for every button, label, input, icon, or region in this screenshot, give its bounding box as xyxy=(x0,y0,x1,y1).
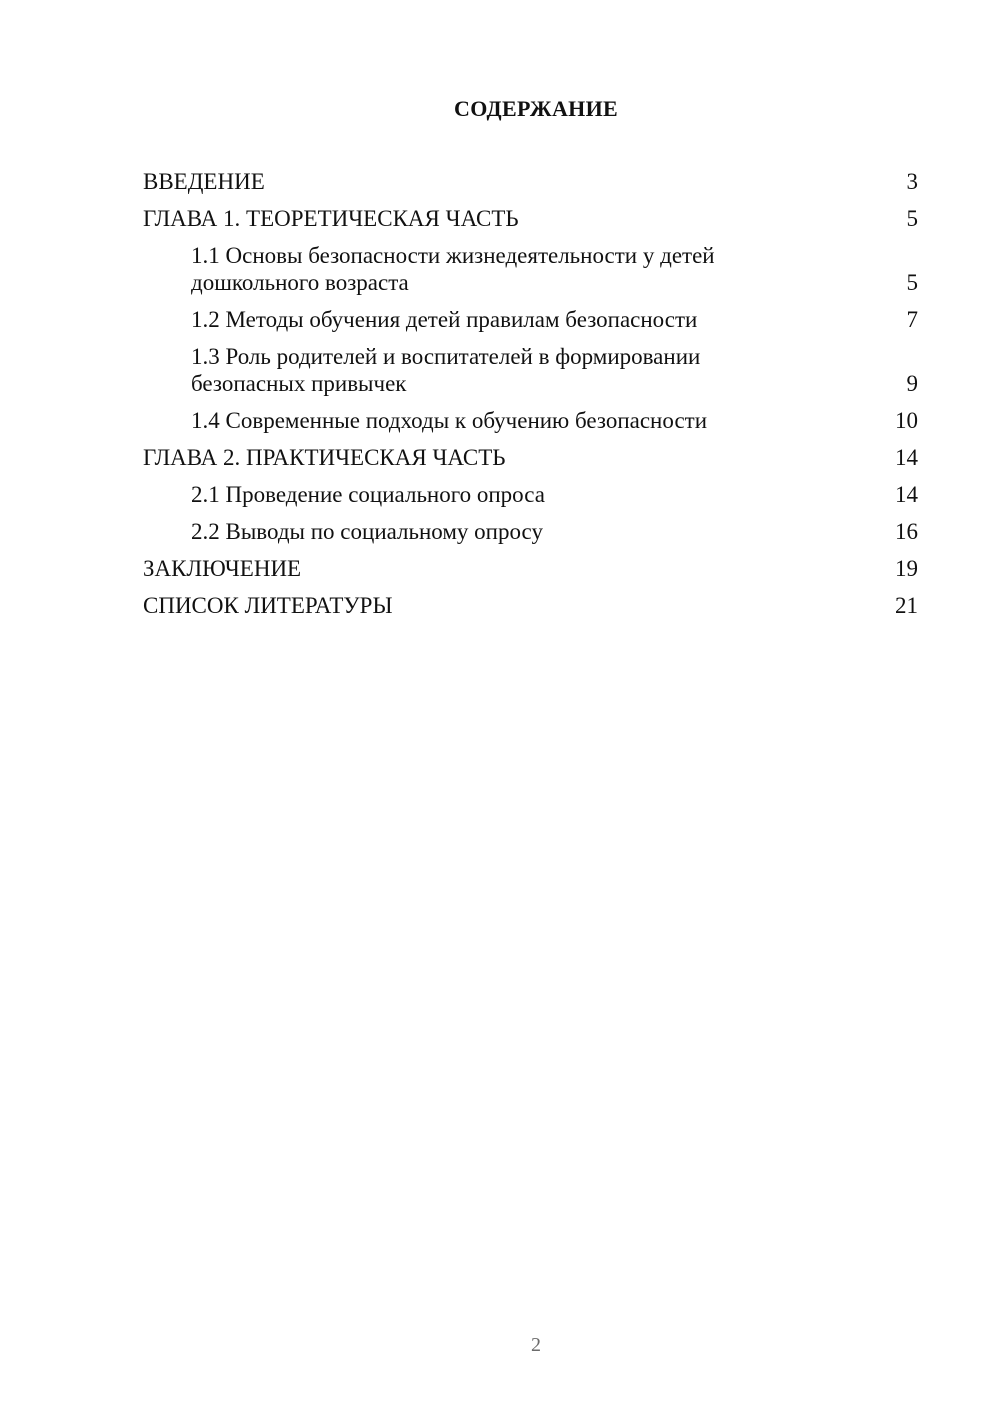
toc-entry-page: 14 xyxy=(895,482,918,507)
toc-entry-text: СПИСОК ЛИТЕРАТУРЫ xyxy=(143,593,393,618)
toc-entry-conclusion[interactable] xyxy=(143,555,918,582)
page-number: 2 xyxy=(531,1334,541,1356)
toc-entry-section-1-4[interactable] xyxy=(143,407,918,434)
toc-entry-section-1-3[interactable] xyxy=(143,343,918,397)
toc-entry-text: 1.1 Основы безопасности жизнедеятельности у детей дошкольного возраста xyxy=(191,243,715,295)
toc-entry-chapter-1[interactable] xyxy=(143,205,918,232)
toc-title: СОДЕРЖАНИЕ xyxy=(454,96,618,121)
toc-entry-text: 2.2 Выводы по социальному опросу xyxy=(191,519,543,544)
toc-entry-section-2-1[interactable] xyxy=(143,481,918,508)
toc-entry-chapter-2[interactable] xyxy=(143,444,918,471)
toc-entry-text: 1.3 Роль родителей и воспитателей в формировании безопасных привычек xyxy=(191,344,701,396)
toc-entry-text: ГЛАВА 2. ПРАКТИЧЕСКАЯ ЧАСТЬ xyxy=(143,445,506,470)
toc-entry-page: 19 xyxy=(895,556,918,581)
toc-entry-text: ВВЕДЕНИЕ xyxy=(143,169,265,194)
toc-entry-page: 5 xyxy=(906,206,918,231)
toc-entry-page: 16 xyxy=(895,519,918,544)
toc-entry-page: 21 xyxy=(895,593,918,618)
toc-entry-page: 5 xyxy=(906,270,918,295)
toc-entry-page: 3 xyxy=(906,169,918,194)
toc-entry-page: 9 xyxy=(906,371,918,396)
toc-entry-section-1-2[interactable] xyxy=(143,306,918,333)
toc-entry-text: 1.2 Методы обучения детей правилам безопасности xyxy=(191,307,698,332)
toc-entry-text: 2.1 Проведение социального опроса xyxy=(191,482,545,507)
toc-entry-introduction[interactable] xyxy=(143,168,918,195)
toc-entry-page: 14 xyxy=(895,445,918,470)
toc-entry-section-1-1[interactable] xyxy=(143,242,918,296)
toc-entry-text: ЗАКЛЮЧЕНИЕ xyxy=(143,556,302,581)
toc-entry-references[interactable] xyxy=(143,592,918,619)
toc-entry-text: 1.4 Современные подходы к обучению безопасности xyxy=(191,408,708,433)
toc-entry-text: ГЛАВА 1. ТЕОРЕТИЧЕСКАЯ ЧАСТЬ xyxy=(143,206,519,231)
toc-entry-section-2-2[interactable] xyxy=(143,518,918,545)
toc-entry-page: 7 xyxy=(906,307,918,332)
table-of-contents xyxy=(143,168,918,619)
toc-entry-page: 10 xyxy=(895,408,918,433)
